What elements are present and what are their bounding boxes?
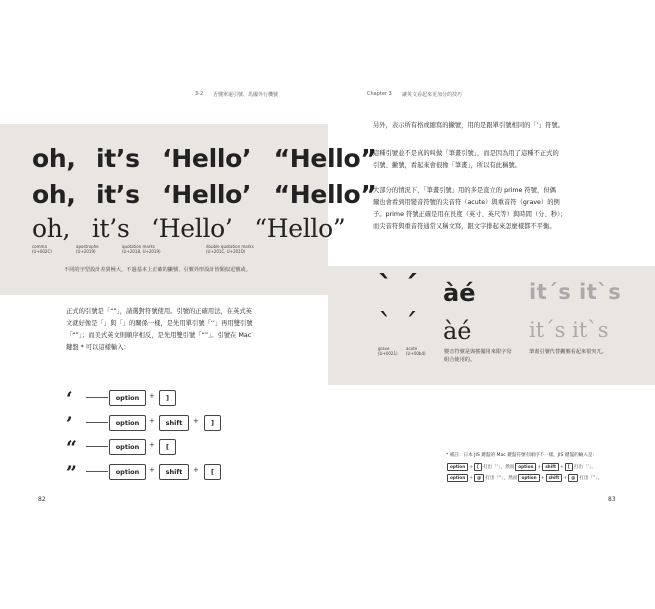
right-example-panel [328,266,655,385]
sans-row-1 [32,144,377,173]
option-key: option [109,390,146,406]
right-double-quote-glyph: ” [66,462,77,484]
left-bracket-key: [ [159,439,176,455]
at-key: @ [568,474,578,482]
double-quote-example: “Hello” [273,144,377,173]
accented-letters-sans: àé [443,279,476,307]
divider [86,422,108,423]
option-key: option [447,463,468,471]
single-quote-example: ‘Hello’ [151,214,233,243]
left-bracket-key: [ [204,464,221,480]
double-quote-example: “Hello” [273,180,377,209]
left-section-number: 3-2 [195,91,204,97]
accents-sans: ˋ ˊ [378,270,418,305]
option-key: option [109,415,146,431]
divider [86,471,108,472]
right-page-number: 83 [608,496,616,503]
plus-sign: + [149,417,155,425]
comma-example: oh, [32,214,71,243]
at-key: @ [474,474,484,482]
left-double-quote-glyph: “ [66,437,77,459]
panel-note: 不同的字型設計差異極大，不過基本上正確的撇號、引號外形設計皆類似逗號或。 [64,267,251,273]
right-bracket-key: ] [204,415,221,431]
footnote-line-2: option + [ 打出「‘」，然而 option + shift + [ 打出「’」。 [446,463,596,471]
left-body-text: 正式的引號是「“”」，請選對符號使用。引號的正確用法，在英式英 文就好像是「」與「」的關係一樣，是先用單引號「‘’」再用雙引號 「“”」；而美式英文則順序相反，是先用雙引號「“”」。引號在 Mac 鍵盤 * 可以這樣輸入： [66,308,253,351]
caption-acute: acute (U+00b4) [406,346,426,356]
plus-sign: + [149,441,155,449]
right-para-2: 這種引號並不是真的叫做「筆畫引號」，而是因為用了這種不正式的 引號、撇號，看起來會很像「筆畫」，所以有此稱號。 [373,150,559,169]
shift-key: shift [159,415,189,431]
right-para-1: 另外，表示所有格或縮寫的撇號，用的是跟單引號相同的「’」符號。 [373,122,564,129]
apostrophe-example: it’s [95,180,140,209]
bracket-key: [ [474,463,482,471]
right-single-quote-glyph: ’ [66,413,73,435]
left-running-title: 否懂單還引號、馬國外行機號 [213,92,279,98]
apostrophe-example: it’s [91,214,130,243]
right-para-3: 大部分的情況下，「筆畫引號」用的多是直立的 prime 符號，但偶 爾也會看到用變音符號的尖音符（acute）與重音符（grave）的例 子。prime 符號正確是用在長度（英寸、英尺等）與時間（分、秒）； 而尖音符與重音符通常又稱文寫，跟文字排起來怎麼樣都不平衡。 [373,187,567,230]
left-single-quote-glyph: ‘ [66,388,73,410]
option-key: option [109,439,146,455]
divider [86,397,108,398]
right-running-title: 讓英文看起來更加分的技巧 [402,92,463,98]
shift-key: shift [542,463,559,471]
double-quote-example: “Hello” [254,214,346,243]
option-key: option [447,474,468,482]
right-bracket-key: ] [159,390,176,406]
shift-key: shift [546,474,563,482]
right-chapter-label: Chapter 3 [367,91,392,97]
plus-sign: + [149,466,155,474]
comma-example: oh, [32,144,76,173]
single-quote-example: ‘Hello’ [162,180,252,209]
footnote-line-1: * 補註：日本 JIS 鍵盤的 Mac 鍵盤符號有順序不一樣，JIS 鍵盤的輸入是： [446,453,598,458]
option-key: option [109,464,146,480]
bracket-key: [ [565,463,573,471]
accented-letters-serif: àé [443,317,472,345]
divider [86,446,108,447]
sans-row-2 [32,180,377,209]
its-wrong-serif: it´s it`s [529,318,609,342]
caption-double-quotation: double quotation marks (U+201C, U+201D) [206,244,254,254]
plus-sign: + [193,466,199,474]
caption-grave: grave (U+0021) [378,346,398,356]
comma-example: oh, [32,180,76,209]
apostrophe-example: it’s [95,144,140,173]
footnote-line-3: option + @ 打出「“」，然而 option + shift + @ 打出「”」。 [446,474,602,482]
option-key: option [518,474,539,482]
left-example-panel [0,124,377,295]
its-wrong-sans: it´s it`s [529,280,622,304]
single-quote-example: ‘Hello’ [162,144,252,173]
stroke-quote-note: 筆畫引號代替撇號看起來很突兀。 [529,349,607,355]
caption-apostrophe: apostrophe (U+2019) [76,244,99,254]
option-key: option [515,463,536,471]
accents-serif: ˋ ˊ [378,308,418,343]
plus-sign: + [149,392,155,400]
serif-row [32,214,345,243]
left-page-number: 82 [38,496,46,503]
accent-note: 變音符號是與搖擺用來限字母 組合使用的。 [444,349,512,363]
caption-comma: comma (U+002C) [32,244,52,254]
plus-sign: + [193,417,199,425]
shift-key: shift [159,464,189,480]
caption-quotation: quotation marks (U+2018, U+2019) [122,244,161,254]
